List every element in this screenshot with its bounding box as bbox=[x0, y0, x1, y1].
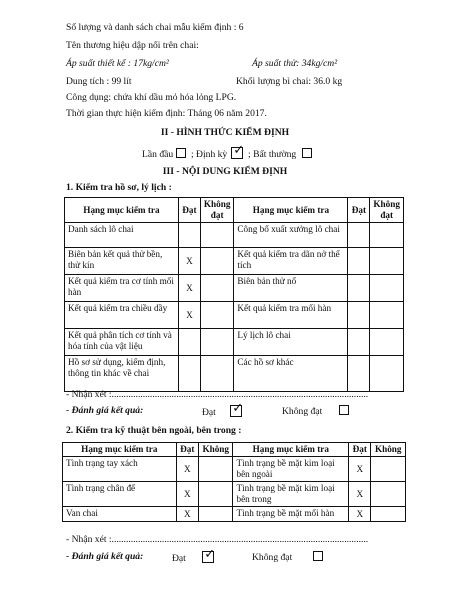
records-item-left: Kết quả phân tích cơ tính và hóa tính của vật liệu bbox=[65, 329, 179, 356]
external-col-item-left: Hạng mục kiểm tra bbox=[63, 443, 177, 457]
records-fail-right bbox=[370, 329, 404, 356]
records-fail-option bbox=[282, 405, 349, 417]
records-pass-label: Đạt bbox=[202, 407, 216, 418]
external-fail-right bbox=[371, 482, 406, 507]
records-fail-right bbox=[370, 302, 404, 329]
records-col-pass-right: Đạt bbox=[348, 198, 370, 223]
records-item-right: Các hồ sơ khác bbox=[234, 356, 348, 392]
records-col-item-right: Hạng mục kiểm tra bbox=[234, 198, 348, 223]
records-pass-right bbox=[348, 356, 370, 392]
records-pass-left bbox=[178, 329, 200, 356]
table-row bbox=[63, 457, 406, 482]
records-fail-left bbox=[200, 275, 234, 302]
inspection-type-row: Lần đầu ; Định kỳ✓ ; Bất thường bbox=[142, 147, 312, 160]
external-fail-option bbox=[252, 551, 323, 563]
external-item-right: Tình trạng bề mặt kim loại bên trong bbox=[233, 482, 349, 507]
external-fail-left bbox=[198, 482, 233, 507]
records-col-pass-left: Đạt bbox=[178, 198, 200, 223]
test-pressure-line: Áp suất thử: 34kg/cm² bbox=[252, 58, 338, 69]
records-pass-right bbox=[348, 302, 370, 329]
external-pass-left: X bbox=[176, 482, 198, 507]
external-pass-left: X bbox=[176, 507, 198, 522]
design-pressure-line: Áp suất thiết kế : 17kg/cm² bbox=[66, 58, 169, 69]
external-item-left: Van chai bbox=[63, 507, 177, 522]
records-header-row bbox=[65, 198, 404, 223]
external-evaluation-row bbox=[66, 551, 143, 562]
table-row bbox=[65, 248, 404, 275]
records-fail-left bbox=[200, 356, 234, 392]
records-fail-right bbox=[370, 248, 404, 275]
table-row bbox=[65, 275, 404, 302]
empty-weight-line: Khối lượng bì chai: 36.0 kg bbox=[236, 76, 343, 87]
first-time-label: Lần đầu bbox=[142, 149, 174, 160]
external-heading: 2. Kiểm tra kỹ thuật bên ngoài, bên trong : bbox=[66, 425, 242, 436]
section2-title: II - HÌNH THỨC KIỂM ĐỊNH bbox=[160, 127, 290, 138]
external-item-right: Tình trạng bề mặt mối hàn bbox=[233, 507, 349, 522]
periodic-label: Định kỳ bbox=[196, 149, 228, 160]
external-item-left: Tình trạng tay xách bbox=[63, 457, 177, 482]
table-row bbox=[65, 223, 404, 248]
time-line: Thời gian thực hiện kiểm định: Tháng 06 năm 2017. bbox=[66, 108, 267, 119]
external-pass-right: X bbox=[349, 507, 371, 522]
section3-title: III - NỘI DUNG KIỂM ĐỊNH bbox=[162, 166, 288, 177]
external-col-item-right: Hạng mục kiểm tra bbox=[233, 443, 349, 457]
records-pass-right bbox=[348, 329, 370, 356]
records-pass-left: X bbox=[178, 302, 200, 329]
periodic-checkbox[interactable] bbox=[231, 147, 243, 159]
external-remark: - Nhận xét :........................................................................................................... bbox=[66, 534, 369, 545]
external-fail-left bbox=[198, 457, 233, 482]
records-item-left: Hồ sơ sử dụng, kiểm định, thông tin khác về chai bbox=[65, 356, 179, 392]
external-fail-right bbox=[371, 507, 406, 522]
records-col-fail-right: Không đạt bbox=[370, 198, 404, 223]
records-fail-left bbox=[200, 248, 234, 275]
records-fail-right bbox=[370, 223, 404, 248]
volume-line: Dung tích : 99 lít bbox=[66, 76, 132, 87]
table-row bbox=[63, 482, 406, 507]
records-item-left: Biên bản kết quả thử bền, thử kín bbox=[65, 248, 179, 275]
records-fail-right bbox=[370, 275, 404, 302]
records-pass-right bbox=[348, 275, 370, 302]
external-fail-left bbox=[198, 507, 233, 522]
records-item-right: Biên bản thử nổ bbox=[234, 275, 348, 302]
records-item-right: Công bố xuất xưởng lô chai bbox=[234, 223, 348, 248]
irregular-checkbox[interactable] bbox=[302, 148, 312, 158]
external-pass-left: X bbox=[176, 457, 198, 482]
external-fail-right bbox=[371, 457, 406, 482]
records-evaluation-row bbox=[66, 405, 143, 416]
external-evaluation-label: - Đánh giá kết quả: bbox=[66, 551, 144, 562]
sample-count-line: Số lượng và danh sách chai mẫu kiểm định : 6 bbox=[66, 22, 244, 33]
records-fail-right bbox=[370, 356, 404, 392]
records-fail-left bbox=[200, 329, 234, 356]
external-pass-checkbox[interactable] bbox=[202, 551, 214, 563]
external-item-right: Tình trạng bề mặt kim loại bên ngoài bbox=[233, 457, 349, 482]
records-fail-left bbox=[200, 223, 234, 248]
external-pass-option bbox=[172, 551, 214, 564]
records-table bbox=[64, 197, 404, 392]
external-col-pass-right: Đạt bbox=[349, 443, 371, 457]
table-row bbox=[65, 329, 404, 356]
records-pass-left bbox=[178, 356, 200, 392]
usage-line: Công dụng: chứa khí dầu mỏ hóa lỏng LPG. bbox=[66, 92, 237, 103]
records-pass-left bbox=[178, 223, 200, 248]
records-heading: 1. Kiểm tra hồ sơ, lý lịch : bbox=[66, 182, 172, 193]
records-col-fail-left: Không đạt bbox=[200, 198, 234, 223]
records-remark: - Nhận xét :........................................................................................................... bbox=[66, 389, 369, 400]
external-fail-checkbox[interactable] bbox=[313, 551, 323, 561]
records-col-item-left: Hạng mục kiểm tra bbox=[65, 198, 179, 223]
external-col-fail-right: Không bbox=[371, 443, 406, 457]
records-pass-right bbox=[348, 248, 370, 275]
external-item-left: Tình trạng chân đế bbox=[63, 482, 177, 507]
brand-line: Tên thương hiệu dập nổi trên chai: bbox=[66, 40, 199, 51]
records-item-right: Lý lịch lô chai bbox=[234, 329, 348, 356]
external-fail-label: Không đạt bbox=[252, 552, 293, 563]
external-header-row bbox=[63, 443, 406, 457]
external-col-fail-left: Không bbox=[198, 443, 233, 457]
external-table bbox=[62, 442, 406, 522]
records-item-right: Kết quả kiểm tra mối hàn bbox=[234, 302, 348, 329]
records-pass-left: X bbox=[178, 248, 200, 275]
table-row bbox=[63, 507, 406, 522]
external-pass-right: X bbox=[349, 457, 371, 482]
records-item-right: Kết quả kiểm tra dãn nở thể tích bbox=[234, 248, 348, 275]
records-fail-left bbox=[200, 302, 234, 329]
records-pass-right bbox=[348, 223, 370, 248]
first-time-checkbox[interactable] bbox=[176, 148, 186, 158]
records-fail-checkbox[interactable] bbox=[339, 405, 349, 415]
records-fail-label: Không đạt bbox=[282, 406, 323, 417]
records-evaluation-label: - Đánh giá kết quả: bbox=[66, 405, 144, 416]
external-pass-right: X bbox=[349, 482, 371, 507]
external-col-pass-left: Đạt bbox=[176, 443, 198, 457]
records-item-left: Danh sách lô chai bbox=[65, 223, 179, 248]
records-item-left: Kết quả kiểm tra chiều dầy bbox=[65, 302, 179, 329]
table-row bbox=[65, 302, 404, 329]
records-item-left: Kết quả kiểm tra cơ tính mối hàn bbox=[65, 275, 179, 302]
external-pass-label: Đạt bbox=[172, 553, 186, 564]
records-pass-left: X bbox=[178, 275, 200, 302]
records-pass-checkbox[interactable] bbox=[230, 405, 242, 417]
irregular-label: Bất thường bbox=[253, 149, 297, 160]
records-pass-option bbox=[202, 405, 242, 418]
table-row bbox=[65, 356, 404, 392]
